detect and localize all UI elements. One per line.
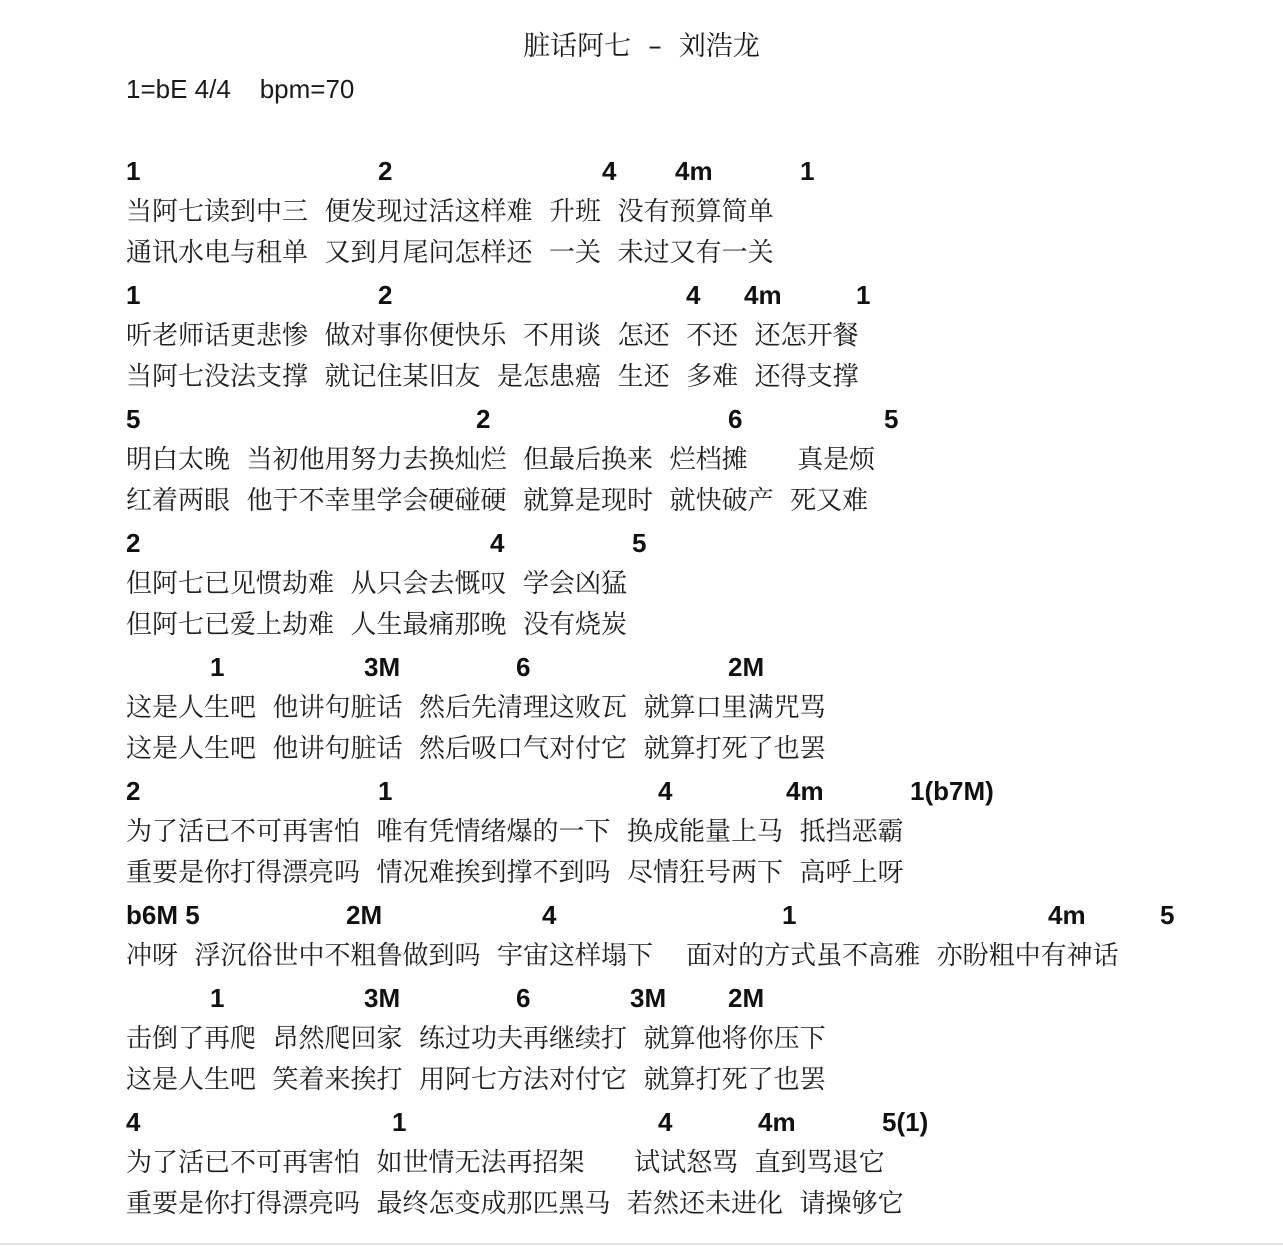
chord-row	[126, 150, 1226, 192]
lyric-line: 听老师话更悲惨 做对事你便快乐 不用谈 怎还 不还 还怎开餐	[126, 321, 859, 351]
chord-label: 4	[490, 528, 505, 558]
chord-row	[126, 894, 1226, 936]
chord-label: b6M 5	[126, 900, 200, 930]
chord-label: 4	[126, 1107, 141, 1137]
chord-label: 5	[1160, 900, 1175, 930]
song-key-tempo: 1=bE 4/4 bpm=70	[126, 74, 355, 104]
chord-label: 6	[516, 983, 531, 1013]
chord-label: 1	[126, 280, 141, 310]
chord-label: 5	[632, 528, 647, 558]
chord-label: 3M	[630, 983, 667, 1013]
chord-label: 1	[782, 900, 797, 930]
verse-block	[126, 770, 1226, 894]
verse-block	[126, 398, 1226, 522]
chord-label: 2M	[728, 983, 765, 1013]
lyric-line: 但阿七已爱上劫难 人生最痛那晚 没有烧炭	[126, 610, 628, 640]
chord-row	[126, 646, 1226, 688]
chord-label: 2	[378, 156, 393, 186]
lyric-line: 为了活已不可再害怕 唯有凭情绪爆的一下 换成能量上马 抵挡恶霸	[126, 817, 904, 847]
lyric-line: 这是人生吧 笑着来挨打 用阿七方法对付它 就算打死了也罢	[126, 1065, 826, 1095]
lyric-line: 这是人生吧 他讲句脏话 然后先清理这败瓦 就算口里满咒骂	[126, 693, 826, 723]
chord-label: 4m	[758, 1107, 796, 1137]
lyric-line: 冲呀 浮沉俗世中不粗鲁做到吗 宇宙这样塌下 面对的方式虽不高雅 亦盼粗中有神话	[126, 941, 1119, 971]
chord-label: 1	[856, 280, 871, 310]
chord-row	[126, 522, 1226, 564]
chord-label: 5	[884, 404, 899, 434]
chord-label: 3M	[364, 983, 401, 1013]
verse-block	[126, 150, 1226, 274]
chord-label: 4	[602, 156, 617, 186]
lyric-line: 重要是你打得漂亮吗 最终怎变成那匹黑马 若然还未进化 请操够它	[126, 1189, 904, 1219]
chord-label: 6	[728, 404, 743, 434]
chord-label: 1	[378, 776, 393, 806]
lyrics-sheet	[126, 150, 1226, 1225]
page-bottom-divider	[0, 1243, 1283, 1245]
chord-label: 4	[686, 280, 701, 310]
chord-row	[126, 977, 1226, 1019]
chord-row	[126, 1101, 1226, 1143]
chord-label: 1	[392, 1107, 407, 1137]
lyric-line: 击倒了再爬 昂然爬回家 练过功夫再继续打 就算他将你压下	[126, 1024, 826, 1054]
lyric-line: 但阿七已见惯劫难 从只会去慨叹 学会凶猛	[126, 569, 628, 599]
chord-label: 1	[210, 652, 225, 682]
chord-label: 6	[516, 652, 531, 682]
chord-label: 1	[800, 156, 815, 186]
verse-block	[126, 522, 1226, 646]
chord-label: 5(1)	[882, 1107, 929, 1137]
chord-label: 4m	[675, 156, 713, 186]
chord-label: 2	[476, 404, 491, 434]
chord-label: 4	[542, 900, 557, 930]
chord-label: 2	[378, 280, 393, 310]
verse-block	[126, 977, 1226, 1101]
chord-row	[126, 770, 1226, 812]
chord-label: 5	[126, 404, 141, 434]
lyric-line: 通讯水电与租单 又到月尾问怎样还 一关 未过又有一关	[126, 238, 774, 268]
chord-label: 2M	[728, 652, 765, 682]
chord-row	[126, 398, 1226, 440]
verse-block	[126, 894, 1226, 977]
verse-block	[126, 1101, 1226, 1225]
chord-label: 4m	[744, 280, 782, 310]
chord-label: 4	[658, 776, 673, 806]
chord-row	[126, 274, 1226, 316]
lyric-line: 这是人生吧 他讲句脏话 然后吸口气对付它 就算打死了也罢	[126, 734, 826, 764]
chord-label: 4	[658, 1107, 673, 1137]
chord-label: 2	[126, 776, 141, 806]
lyric-line: 重要是你打得漂亮吗 情况难挨到撑不到吗 尽情狂号两下 高呼上呀	[126, 858, 904, 888]
chord-label: 4m	[786, 776, 824, 806]
verse-block	[126, 274, 1226, 398]
song-title: 脏话阿七 – 刘浩龙	[523, 31, 760, 62]
chord-label: 1(b7M)	[910, 776, 994, 806]
chord-label: 1	[126, 156, 141, 186]
chord-label: 4m	[1048, 900, 1086, 930]
lyric-line: 当阿七读到中三 便发现过活这样难 升班 没有预算简单	[126, 197, 774, 227]
chord-label: 2	[126, 528, 141, 558]
chord-label: 2M	[346, 900, 383, 930]
lyric-line: 为了活已不可再害怕 如世情无法再招架 试试怒骂 直到骂退它	[126, 1148, 885, 1178]
lyric-line: 红着两眼 他于不幸里学会硬碰硬 就算是现时 就快破产 死又难	[126, 486, 869, 516]
chord-label: 3M	[364, 652, 401, 682]
verse-block	[126, 646, 1226, 770]
chord-label: 1	[210, 983, 225, 1013]
lyric-line: 当阿七没法支撑 就记住某旧友 是怎患癌 生还 多难 还得支撑	[126, 362, 859, 392]
lyric-line: 明白太晚 当初他用努力去换灿烂 但最后换来 烂档摊 真是烦	[126, 445, 876, 475]
